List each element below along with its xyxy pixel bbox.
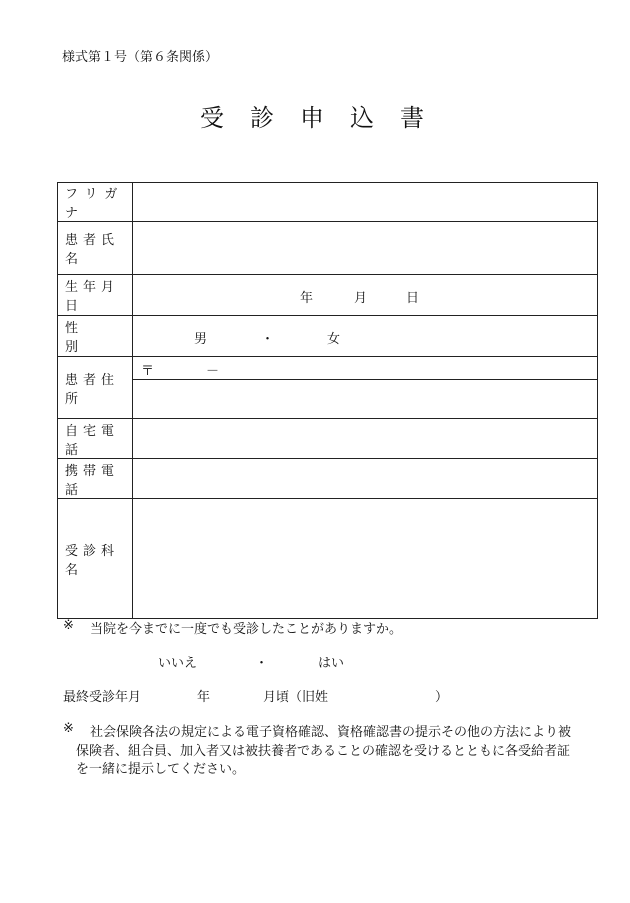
dob-row	[58, 275, 598, 316]
application-form-table	[57, 182, 598, 619]
sex-row	[58, 316, 598, 357]
dob-label: 生年月日	[58, 275, 133, 316]
last-visit-label: 最終受診年月	[63, 690, 142, 705]
notice-line-2: 保険者、組合員、加入者又は被扶養者であることの確認を受けるとともに各受給者証	[76, 744, 571, 759]
sex-option-male[interactable]: 男	[194, 332, 208, 347]
postal-mark: 〒	[141, 364, 155, 379]
furigana-row	[58, 183, 598, 222]
department-label: 受診科名	[58, 499, 133, 619]
patient-name-field[interactable]	[133, 222, 598, 275]
postal-code-field[interactable]	[133, 357, 598, 380]
patient-name-row	[58, 222, 598, 275]
dob-field[interactable]	[133, 275, 598, 316]
last-visit-month-maiden: 月頃（旧姓	[263, 690, 329, 705]
department-row	[58, 499, 598, 619]
mobile-phone-label: 携帯電話	[58, 459, 133, 499]
sex-field	[133, 316, 598, 357]
address-field[interactable]	[133, 380, 598, 419]
home-phone-field[interactable]	[133, 419, 598, 459]
sex-option-female[interactable]: 女	[327, 332, 341, 347]
dob-year-unit: 年	[300, 291, 314, 306]
mobile-phone-field[interactable]	[133, 459, 598, 499]
visit-question: 当院を今までに一度でも受診したことがありますか。	[90, 622, 403, 637]
sex-label	[58, 316, 133, 357]
notice-line-3: を一緒に提示してください。	[76, 762, 246, 777]
last-visit-year-unit: 年	[197, 690, 211, 705]
dob-month-unit: 月	[354, 291, 368, 306]
page-title: 受診申込書	[200, 104, 450, 132]
sex-label-first: 性	[65, 321, 84, 336]
answer-separator: ・	[255, 656, 269, 671]
form-reference: 様式第１号（第６条関係）	[62, 50, 219, 65]
notice-line-1: 社会保険各法の規定による電子資格確認、資格確認書の提示その他の方法により被	[90, 725, 572, 740]
department-field[interactable]	[133, 499, 598, 619]
answer-yes[interactable]: はい	[318, 656, 345, 671]
answer-no[interactable]: いいえ	[158, 656, 198, 671]
furigana-field[interactable]	[133, 183, 598, 222]
furigana-label: フリガナ	[58, 183, 133, 222]
notice-mark: ※	[63, 721, 74, 736]
address-line-row	[58, 380, 598, 419]
address-postal-row	[58, 357, 598, 380]
sex-label-second: 別	[65, 340, 84, 355]
home-phone-label: 自宅電話	[58, 419, 133, 459]
dob-day-unit: 日	[406, 291, 420, 306]
mobile-phone-row	[58, 459, 598, 499]
question-mark: ※	[63, 618, 74, 633]
last-visit-close: ）	[435, 690, 449, 705]
home-phone-row	[58, 419, 598, 459]
sex-separator: ・	[261, 332, 275, 347]
address-label: 患者住所	[58, 357, 133, 419]
patient-name-label: 患者氏名	[58, 222, 133, 275]
postal-dash: －	[206, 364, 220, 379]
